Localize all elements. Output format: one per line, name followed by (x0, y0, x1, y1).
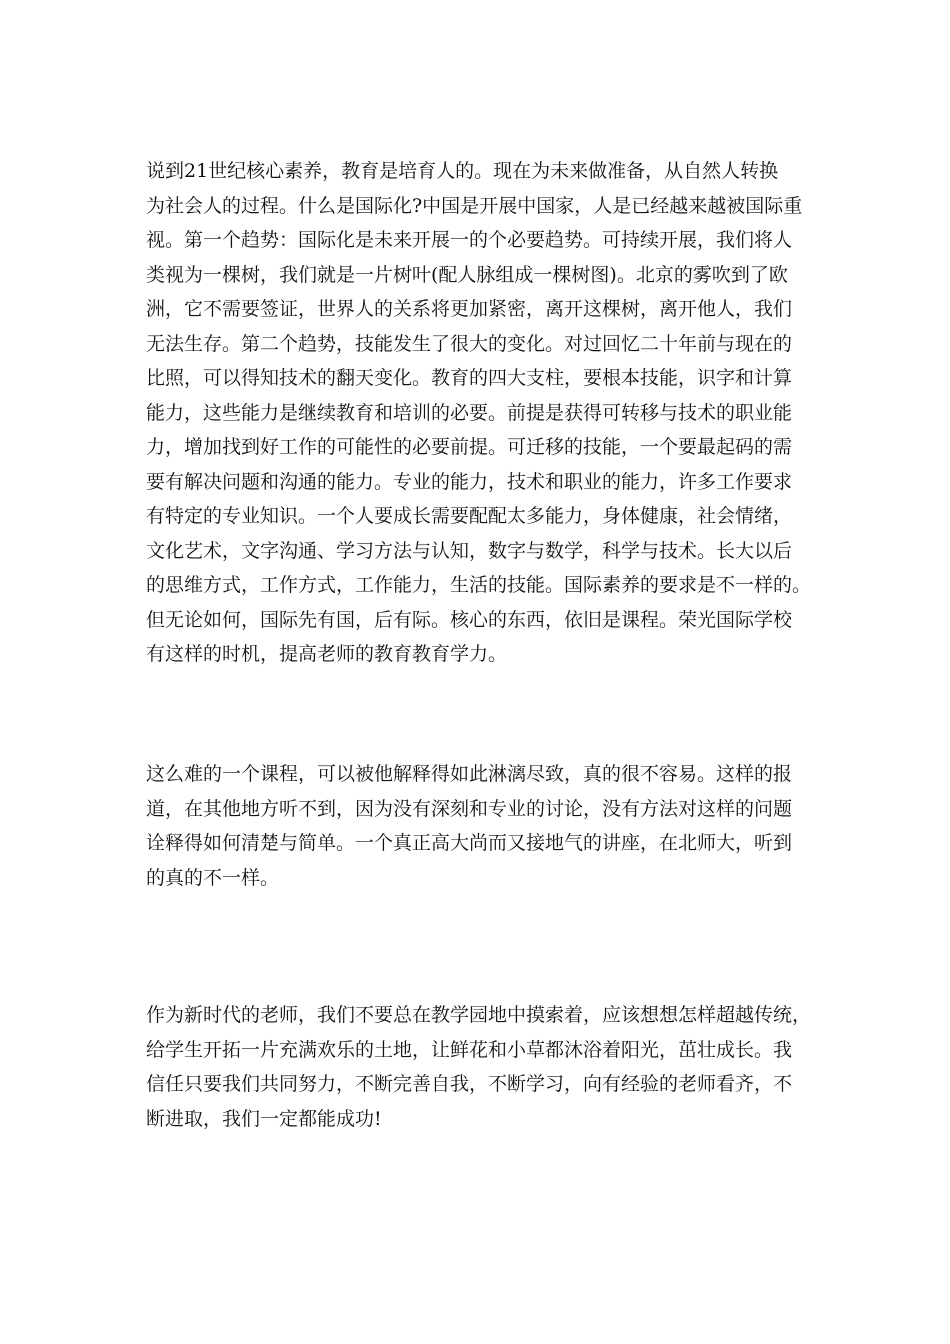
paragraph-3 (146, 998, 810, 1136)
text-line: 诠释得如何清楚与简单。一个真正高大尚而又接地气的讲座，在北师大，听到 (146, 832, 793, 854)
paragraph-2 (146, 757, 810, 895)
text-line: 要有解决问题和沟通的能力。专业的能力，技术和职业的能力，许多工作要求 (146, 470, 793, 493)
text-line: 洲，它不需要签证，世界人的关系将更加紧密，离开这棵树，离开他人，我们 (146, 298, 793, 320)
text-line: 道，在其他地方听不到，因为没有深刻和专业的讨论，没有方法对这样的问题 (146, 797, 793, 820)
text-line: 类视为一棵树，我们就是一片树叶(配人脉组成一棵树图)。北京的雾吹到了欧 (146, 263, 788, 286)
text-line: 视。第一个趋势：国际化是未来开展一的个必要趋势。可持续开展，我们将人 (146, 229, 793, 251)
text-line: 这么难的一个课程，可以被他解释得如此淋漓尽致，真的很不容易。这样的报 (146, 763, 793, 785)
text-line: 断进取，我们一定都能成功! (146, 1107, 382, 1130)
paragraph-1 (146, 154, 810, 672)
text-line: 无法生存。第二个趋势，技能发生了很大的变化。对过回忆二十年前与现在的 (146, 332, 793, 355)
text-line: 为社会人的过程。什么是国际化?中国是开展中国家，人是已经越来越被国际重 (146, 194, 803, 217)
text-line: 能力，这些能力是继续教育和培训的必要。前提是获得可转移与技术的职业能 (146, 401, 793, 424)
text-line: 说到21世纪核心素养，教育是培育人的。现在为未来做准备，从自然人转换 (146, 160, 779, 182)
text-line: 给学生开拓一片充满欢乐的土地，让鲜花和小草都沐浴着阳光，茁壮成长。我 (146, 1038, 793, 1061)
text-line: 的真的不一样。 (146, 866, 280, 889)
text-line: 但无论如何，国际先有国，后有际。核心的东西，依旧是课程。荣光国际学校 (146, 608, 793, 631)
text-line: 作为新时代的老师，我们不要总在教学园地中摸索着，应该想想怎样超越传统， (146, 1004, 812, 1026)
text-line: 的思维方式，工作方式，工作能力，生活的技能。国际素养的要求是不一样的。 (146, 574, 812, 596)
text-line: 比照，可以得知技术的翻天变化。教育的四大支柱，要根本技能，识字和计算 (146, 367, 793, 389)
text-line: 力，增加找到好工作的可能性的必要前提。可迁移的技能，一个要最起码的需 (146, 436, 793, 458)
text-line: 信任只要我们共同努力，不断完善自我，不断学习，向有经验的老师看齐，不 (146, 1073, 793, 1095)
text-line: 文化艺术，文字沟通、学习方法与认知，数字与数学，科学与技术。长大以后 (146, 539, 793, 562)
text-line: 有这样的时机，提高老师的教育教育学力。 (146, 643, 508, 665)
text-line: 有特定的专业知识。一个人要成长需要配配太多能力，身体健康，社会情绪， (146, 505, 793, 527)
